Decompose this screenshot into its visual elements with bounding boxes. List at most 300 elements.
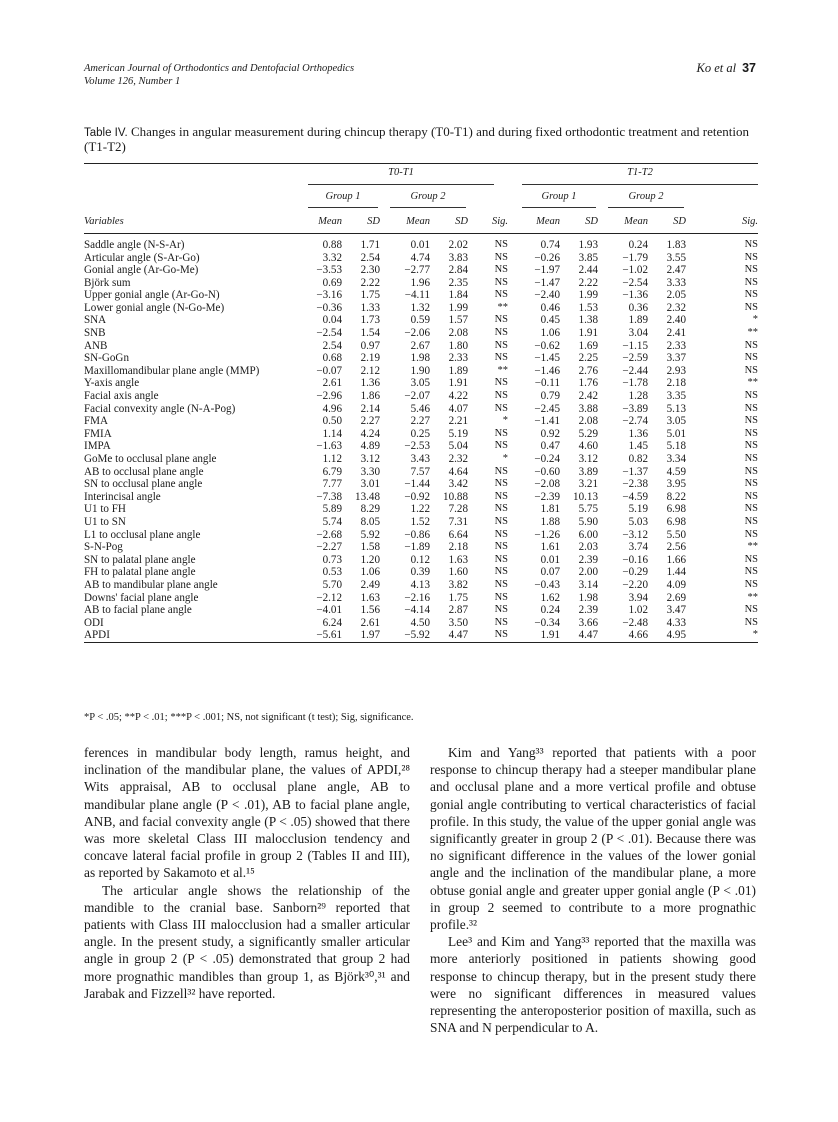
- value-cell: 1.52: [410, 515, 430, 528]
- column-header: Variables: [84, 215, 124, 227]
- sig-cell: NS: [744, 465, 758, 477]
- value-cell: −4.01: [316, 604, 342, 617]
- value-cell: −2.59: [622, 352, 648, 365]
- column-header: Mean: [536, 215, 560, 227]
- data-table: [84, 163, 758, 643]
- paragraph: The articular angle shows the relationship of the mandible to the cranial base. Sanborn²⁹ reported that patients with Class III malocclusion had a smaller articular angle. In the present study, a significantly smaller articular angle in group 2 (P < .05) demonstrated that group 2 had more prognathic mandibles than group 1, as Björk³⁰,³¹ and Jarabak and Fizzell³² have reported.: [84, 882, 410, 1001]
- sig-cell: NS: [494, 541, 508, 553]
- page-number: 37: [742, 61, 756, 75]
- value-cell: −2.12: [316, 591, 342, 604]
- value-cell: 0.69: [322, 276, 342, 289]
- value-cell: 3.04: [628, 327, 648, 340]
- value-cell: 1.56: [360, 604, 380, 617]
- table-row: [84, 264, 758, 277]
- sig-cell: NS: [744, 528, 758, 540]
- table-label: Table IV.: [84, 127, 128, 139]
- table-row: [84, 352, 758, 365]
- value-cell: 6.00: [578, 528, 598, 541]
- value-cell: 4.24: [360, 427, 380, 440]
- value-cell: 2.30: [360, 264, 380, 277]
- value-cell: 3.43: [410, 453, 430, 465]
- value-cell: 0.74: [540, 238, 560, 251]
- variable-name: Lower gonial angle (N-Go-Me): [84, 301, 225, 314]
- variable-name: AB to mandibular plane angle: [84, 578, 218, 591]
- value-cell: 2.84: [448, 264, 468, 277]
- value-cell: 2.27: [410, 415, 430, 428]
- sig-cell: NS: [494, 352, 508, 364]
- variable-name: GoMe to occlusal plane angle: [84, 453, 217, 465]
- value-cell: 3.83: [448, 251, 468, 264]
- sig-cell: NS: [744, 339, 758, 351]
- value-cell: 1.89: [628, 314, 648, 327]
- value-cell: 3.89: [578, 465, 598, 478]
- value-cell: 3.12: [360, 453, 380, 465]
- value-cell: 0.88: [322, 238, 342, 251]
- value-cell: 1.06: [540, 327, 560, 340]
- table-row: [84, 466, 758, 479]
- value-cell: 8.05: [360, 515, 380, 528]
- sig-cell: NS: [494, 591, 508, 603]
- value-cell: −1.89: [404, 541, 430, 554]
- value-cell: 8.22: [666, 490, 686, 503]
- value-cell: −2.08: [534, 478, 560, 491]
- column-header: Mean: [318, 215, 342, 227]
- body-column-right: [430, 744, 756, 1036]
- value-cell: −1.44: [404, 478, 430, 491]
- table-row: [84, 491, 758, 504]
- table-row: [84, 478, 758, 491]
- value-cell: 2.18: [666, 377, 686, 390]
- sig-cell: **: [497, 364, 508, 376]
- sig-cell: *: [502, 415, 508, 427]
- value-cell: 10.13: [573, 490, 598, 503]
- value-cell: 1.33: [360, 301, 380, 314]
- value-cell: 1.36: [628, 427, 648, 440]
- value-cell: 1.89: [448, 364, 468, 377]
- value-cell: 1.63: [448, 553, 468, 566]
- value-cell: −0.16: [622, 553, 648, 566]
- value-cell: 2.49: [360, 578, 380, 591]
- value-cell: 5.50: [666, 528, 686, 541]
- value-cell: 0.45: [540, 314, 560, 327]
- value-cell: −4.14: [404, 604, 430, 617]
- table-row: [84, 529, 758, 542]
- value-cell: 2.00: [578, 566, 598, 579]
- value-cell: 3.74: [628, 541, 648, 554]
- value-cell: 2.87: [448, 604, 468, 617]
- sig-cell: NS: [744, 264, 758, 276]
- value-cell: 1.98: [410, 352, 430, 365]
- value-cell: 1.53: [578, 301, 598, 314]
- sig-cell: **: [747, 327, 758, 339]
- value-cell: −1.47: [534, 276, 560, 289]
- sig-cell: *: [752, 629, 758, 641]
- value-cell: 5.46: [410, 402, 430, 415]
- value-cell: 0.53: [322, 566, 342, 579]
- value-cell: 0.01: [410, 238, 430, 251]
- value-cell: 0.36: [628, 301, 648, 314]
- value-cell: −3.16: [316, 289, 342, 302]
- value-cell: −2.54: [316, 327, 342, 340]
- value-cell: −0.29: [622, 566, 648, 579]
- value-cell: 8.29: [360, 503, 380, 516]
- table-row: [84, 234, 758, 252]
- sig-cell: NS: [744, 238, 758, 250]
- value-cell: 1.22: [410, 503, 430, 516]
- table-row: [84, 592, 758, 605]
- value-cell: 5.75: [578, 503, 598, 516]
- value-cell: 7.28: [448, 503, 468, 516]
- value-cell: 1.71: [360, 238, 380, 251]
- value-cell: 3.21: [578, 478, 598, 491]
- value-cell: 7.31: [448, 515, 468, 528]
- body-column-left: [84, 744, 410, 1002]
- group-header: Group 2: [380, 188, 468, 212]
- table-row: [84, 327, 758, 340]
- value-cell: 1.06: [360, 566, 380, 579]
- value-cell: 3.85: [578, 251, 598, 264]
- value-cell: 3.05: [410, 377, 430, 390]
- sig-cell: NS: [744, 566, 758, 578]
- sig-cell: NS: [494, 339, 508, 351]
- value-cell: 1.99: [578, 289, 598, 302]
- value-cell: −1.37: [622, 465, 648, 478]
- value-cell: −7.38: [316, 490, 342, 503]
- value-cell: 2.32: [666, 301, 686, 314]
- authors: Ko et al: [696, 61, 737, 75]
- journal-volume: Volume 126, Number 1: [84, 76, 181, 87]
- value-cell: 0.82: [628, 453, 648, 465]
- variable-name: AB to occlusal plane angle: [84, 465, 204, 478]
- value-cell: 2.27: [360, 415, 380, 428]
- variable-name: SN-GoGn: [84, 352, 129, 365]
- value-cell: 4.96: [322, 402, 342, 415]
- value-cell: 3.42: [448, 478, 468, 491]
- value-cell: −2.38: [622, 478, 648, 491]
- value-cell: 4.13: [410, 578, 430, 591]
- sig-cell: *: [752, 314, 758, 326]
- value-cell: 2.18: [448, 541, 468, 554]
- value-cell: −0.86: [404, 528, 430, 541]
- value-cell: −2.96: [316, 390, 342, 403]
- value-cell: 2.67: [410, 339, 430, 352]
- value-cell: 5.01: [666, 427, 686, 440]
- column-header: Sig.: [491, 215, 508, 227]
- column-header: SD: [367, 215, 380, 227]
- value-cell: 3.95: [666, 478, 686, 491]
- value-cell: −4.11: [404, 289, 430, 302]
- value-cell: 2.47: [666, 264, 686, 277]
- value-cell: 2.56: [666, 541, 686, 554]
- value-cell: 1.54: [360, 327, 380, 340]
- value-cell: 1.57: [448, 314, 468, 327]
- value-cell: 2.76: [578, 364, 598, 377]
- column-header: SD: [455, 215, 468, 227]
- sig-cell: NS: [494, 515, 508, 527]
- value-cell: 4.60: [578, 440, 598, 453]
- sig-cell: NS: [494, 478, 508, 490]
- value-cell: 1.69: [578, 339, 598, 352]
- value-cell: 2.25: [578, 352, 598, 365]
- value-cell: 0.92: [540, 427, 560, 440]
- value-cell: 4.47: [448, 629, 468, 642]
- sig-cell: NS: [494, 402, 508, 414]
- value-cell: 1.58: [360, 541, 380, 554]
- value-cell: −0.92: [404, 490, 430, 503]
- table-row: [84, 415, 758, 428]
- sig-cell: NS: [744, 440, 758, 452]
- value-cell: −1.36: [622, 289, 648, 302]
- value-cell: −1.79: [622, 251, 648, 264]
- sig-cell: NS: [494, 327, 508, 339]
- value-cell: 0.79: [540, 390, 560, 403]
- variable-name: Upper gonial angle (Ar-Go-N): [84, 289, 220, 302]
- value-cell: 2.54: [360, 251, 380, 264]
- value-cell: 5.70: [322, 578, 342, 591]
- value-cell: 0.47: [540, 440, 560, 453]
- sig-cell: NS: [744, 553, 758, 565]
- variable-name: U1 to SN: [84, 515, 126, 528]
- value-cell: 2.33: [666, 339, 686, 352]
- value-cell: 5.18: [666, 440, 686, 453]
- sig-cell: NS: [744, 352, 758, 364]
- variable-name: Downs' facial plane angle: [84, 591, 199, 604]
- column-header: SD: [673, 215, 686, 227]
- value-cell: 0.97: [360, 339, 380, 352]
- value-cell: 2.69: [666, 591, 686, 604]
- value-cell: −2.74: [622, 415, 648, 428]
- value-cell: 4.47: [578, 629, 598, 642]
- value-cell: 1.90: [410, 364, 430, 377]
- value-cell: 7.77: [322, 478, 342, 491]
- period-header: T0-T1: [298, 164, 508, 188]
- variable-name: FMIA: [84, 427, 112, 440]
- journal-title: American Journal of Orthodontics and Dentofacial Orthopedics: [84, 63, 355, 74]
- value-cell: 2.42: [578, 390, 598, 403]
- table-row: [84, 277, 758, 290]
- value-cell: 2.39: [578, 553, 598, 566]
- paragraph: ferences in mandibular body length, ramus height, and inclination of the mandibular plane, the values of APDI,²⁸ Wits appraisal, AB to occlusal plane angle, AB to mandibular plane angle (P < .01), AB to facial plane angle, ANB, and facial convexity angle (P < .05) showed that there was more skeletal Class III malocclusion tendency and concave lateral facial profile in group 2 (Tables II and III), as reported by Sakamoto et al.¹⁵: [84, 745, 410, 881]
- period-header: T1-T2: [508, 164, 758, 188]
- value-cell: 1.45: [628, 440, 648, 453]
- value-cell: 6.24: [322, 616, 342, 629]
- value-cell: −2.45: [534, 402, 560, 415]
- table-row: [84, 579, 758, 592]
- value-cell: 4.66: [628, 629, 648, 642]
- value-cell: −0.11: [534, 377, 560, 390]
- value-cell: 2.61: [322, 377, 342, 390]
- variable-name: SNB: [84, 327, 106, 340]
- sig-cell: **: [747, 377, 758, 389]
- value-cell: −3.89: [622, 402, 648, 415]
- variable-name: ODI: [84, 616, 104, 629]
- table-row: [84, 453, 758, 466]
- value-cell: −2.07: [404, 390, 430, 403]
- value-cell: −0.60: [534, 465, 560, 478]
- value-cell: −2.44: [622, 364, 648, 377]
- value-cell: 1.38: [578, 314, 598, 327]
- sig-cell: NS: [744, 515, 758, 527]
- value-cell: 2.14: [360, 402, 380, 415]
- value-cell: 4.33: [666, 616, 686, 629]
- variable-name: Y-axis angle: [84, 377, 140, 390]
- value-cell: −0.62: [534, 339, 560, 352]
- value-cell: 5.04: [448, 440, 468, 453]
- value-cell: 0.24: [540, 604, 560, 617]
- sig-cell: NS: [494, 251, 508, 263]
- value-cell: −3.53: [316, 264, 342, 277]
- value-cell: 7.57: [410, 465, 430, 478]
- variable-name: SN to occlusal plane angle: [84, 478, 203, 491]
- variable-name: APDI: [84, 629, 110, 642]
- value-cell: 3.55: [666, 251, 686, 264]
- value-cell: −2.77: [404, 264, 430, 277]
- value-cell: 0.68: [322, 352, 342, 365]
- value-cell: 1.93: [578, 238, 598, 251]
- value-cell: 2.22: [578, 276, 598, 289]
- variable-name: Maxillomandibular plane angle (MMP): [84, 364, 260, 377]
- value-cell: −0.43: [534, 578, 560, 591]
- value-cell: 1.99: [448, 301, 468, 314]
- table-row: [84, 403, 758, 416]
- value-cell: −2.27: [316, 541, 342, 554]
- sig-cell: NS: [494, 390, 508, 402]
- variable-name: Articular angle (S-Ar-Go): [84, 251, 200, 264]
- table-caption: [84, 125, 764, 154]
- variable-name: S-N-Pog: [84, 541, 123, 554]
- value-cell: −1.02: [622, 264, 648, 277]
- value-cell: 3.34: [666, 453, 686, 465]
- sig-cell: NS: [744, 415, 758, 427]
- value-cell: 1.66: [666, 553, 686, 566]
- table-row: [84, 440, 758, 453]
- value-cell: −2.39: [534, 490, 560, 503]
- value-cell: 2.19: [360, 352, 380, 365]
- table-row: [84, 566, 758, 579]
- value-cell: 5.89: [322, 503, 342, 516]
- table-row: [84, 516, 758, 529]
- value-cell: 1.96: [410, 276, 430, 289]
- sig-cell: NS: [494, 377, 508, 389]
- value-cell: −5.92: [404, 629, 430, 642]
- value-cell: 1.73: [360, 314, 380, 327]
- sig-cell: NS: [744, 490, 758, 502]
- sig-cell: NS: [494, 238, 508, 250]
- table-row: [84, 541, 758, 554]
- value-cell: 3.33: [666, 276, 686, 289]
- value-cell: 3.35: [666, 390, 686, 403]
- variable-name: L1 to occlusal plane angle: [84, 528, 201, 541]
- value-cell: 5.13: [666, 402, 686, 415]
- sig-cell: NS: [744, 276, 758, 288]
- value-cell: 2.44: [578, 264, 598, 277]
- value-cell: 1.14: [322, 427, 342, 440]
- sig-cell: NS: [494, 616, 508, 628]
- value-cell: 0.73: [322, 553, 342, 566]
- sig-cell: NS: [744, 301, 758, 313]
- value-cell: 1.81: [540, 503, 560, 516]
- table-head: [84, 164, 758, 234]
- sig-cell: *: [502, 453, 508, 464]
- value-cell: −0.07: [316, 364, 342, 377]
- sig-cell: NS: [494, 604, 508, 616]
- table-row: [84, 390, 758, 403]
- sig-cell: NS: [494, 490, 508, 502]
- value-cell: 0.07: [540, 566, 560, 579]
- value-cell: 2.05: [666, 289, 686, 302]
- sig-cell: NS: [744, 402, 758, 414]
- sig-cell: NS: [494, 578, 508, 590]
- value-cell: 0.50: [322, 415, 342, 428]
- sig-cell: NS: [744, 390, 758, 402]
- value-cell: 13.48: [355, 490, 380, 503]
- value-cell: −1.41: [534, 415, 560, 428]
- value-cell: 0.01: [540, 553, 560, 566]
- value-cell: 5.74: [322, 515, 342, 528]
- value-cell: 3.50: [448, 616, 468, 629]
- value-cell: 2.41: [666, 327, 686, 340]
- value-cell: 2.54: [322, 339, 342, 352]
- value-cell: −5.61: [316, 629, 342, 642]
- value-cell: 0.25: [410, 427, 430, 440]
- value-cell: 6.98: [666, 503, 686, 516]
- value-cell: 1.20: [360, 553, 380, 566]
- value-cell: −0.26: [534, 251, 560, 264]
- value-cell: −2.48: [622, 616, 648, 629]
- value-cell: 3.12: [578, 453, 598, 465]
- group-header: Group 1: [298, 188, 380, 212]
- value-cell: 1.28: [628, 390, 648, 403]
- value-cell: 0.46: [540, 301, 560, 314]
- value-cell: 1.91: [578, 327, 598, 340]
- table-row: [84, 377, 758, 390]
- sig-cell: NS: [494, 553, 508, 565]
- value-cell: 2.12: [360, 364, 380, 377]
- value-cell: 1.75: [448, 591, 468, 604]
- value-cell: 5.19: [628, 503, 648, 516]
- sig-cell: NS: [494, 276, 508, 288]
- variable-name: U1 to FH: [84, 503, 126, 516]
- value-cell: −0.34: [534, 616, 560, 629]
- value-cell: 4.22: [448, 390, 468, 403]
- value-cell: 5.19: [448, 427, 468, 440]
- sig-cell: NS: [744, 289, 758, 301]
- variable-name: Facial convexity angle (N-A-Pog): [84, 402, 236, 415]
- value-cell: 2.33: [448, 352, 468, 365]
- value-cell: 1.12: [322, 453, 342, 465]
- value-cell: 1.75: [360, 289, 380, 302]
- variable-name: SN to palatal plane angle: [84, 553, 196, 566]
- value-cell: 3.37: [666, 352, 686, 365]
- value-cell: 4.50: [410, 616, 430, 629]
- sig-cell: **: [497, 301, 508, 313]
- sig-cell: NS: [494, 314, 508, 326]
- value-cell: −2.40: [534, 289, 560, 302]
- value-cell: 4.64: [448, 465, 468, 478]
- table-row: [84, 428, 758, 441]
- table-footnote: *P < .05; **P < .01; ***P < .001; NS, not significant (t test); Sig, significance.: [84, 712, 414, 723]
- paragraph: Kim and Yang³³ reported that patients with a poor response to chincup therapy had a steeper mandibular plane and occlusal plane and a more vertical profile and obtuse gonial angle contributing to vertical characteristics of facial profile. In this study, the value of the upper gonial angle was significantly greater in group 2 (P < .01). Because there was no significant difference in the values of the lower gonial angle and the inclination of the mandibular plane, a more obtuse gonial angle and greater upper gonial angle (P < .01) in group 2 seemed to contribute to a more prognathic profile.³²: [430, 745, 756, 933]
- value-cell: 1.91: [448, 377, 468, 390]
- sig-cell: NS: [494, 289, 508, 301]
- table-row: [84, 604, 758, 617]
- value-cell: 1.88: [540, 515, 560, 528]
- value-cell: −1.15: [622, 339, 648, 352]
- sig-cell: NS: [494, 427, 508, 439]
- value-cell: −2.68: [316, 528, 342, 541]
- paragraph: Lee³ and Kim and Yang³³ reported that the maxilla was more anteriorly positioned in patients showing good response to chincup therapy, but in the present study there were no significant differences in measured values representing the anteroposterior position of maxilla, such as SNA and N perpendicular to A.: [430, 934, 756, 1036]
- column-header: Mean: [624, 215, 648, 227]
